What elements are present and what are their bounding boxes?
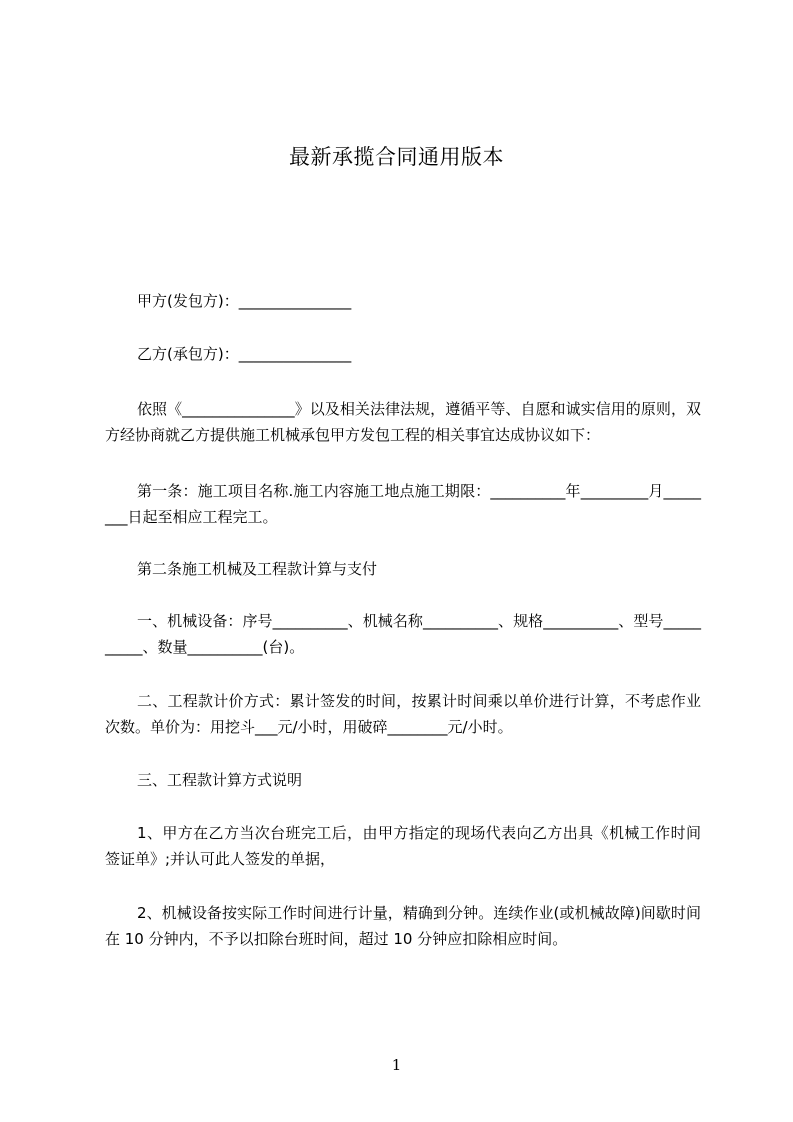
pricing-paragraph: 二、工程款计价方式：累计签发的时间，按累计时间乘以单价进行计算，不考虑作业次数。单价为：用挖斗___元/小时，用破碎________元/小时。 [105,692,701,736]
party-b-line: 乙方(承包方)：_______________ [137,345,352,363]
equipment-paragraph: 一、机械设备：序号__________、机械名称__________、规格__________、型号__________、数量__________(台)。 [105,612,701,656]
clause-two-paragraph: 2、机械设备按实际工作时间进行计量，精确到分钟。连续作业(或机械故障)间歇时间在 10 分钟内，不予以扣除台班时间，超过 10 分钟应扣除相应时间。 [105,904,701,948]
document-title: 最新承揽合同通用版本 [289,145,504,169]
page-number: 1 [391,1056,402,1074]
calculation-heading: 三、工程款计算方式说明 [137,771,303,789]
clause-one-paragraph: 1、甲方在乙方当次台班完工后，由甲方指定的现场代表向乙方出具《机械工作时间签证单》;并认可此人签发的单据， [105,824,701,868]
preamble-paragraph: 依照《_______________》以及相关法律法规，遵循平等、自愿和诚实信用的原则，双方经协商就乙方提供施工机械承包甲方发包工程的相关事宜达成协议如下： [105,400,701,444]
article-two-heading: 第二条施工机械及工程款计算与支付 [137,560,378,578]
article-one-paragraph: 第一条：施工项目名称.施工内容施工地点施工期限：__________年_________月________日起至相应工程完工。 [105,482,701,526]
party-a-line: 甲方(发包方)：_______________ [137,292,352,310]
